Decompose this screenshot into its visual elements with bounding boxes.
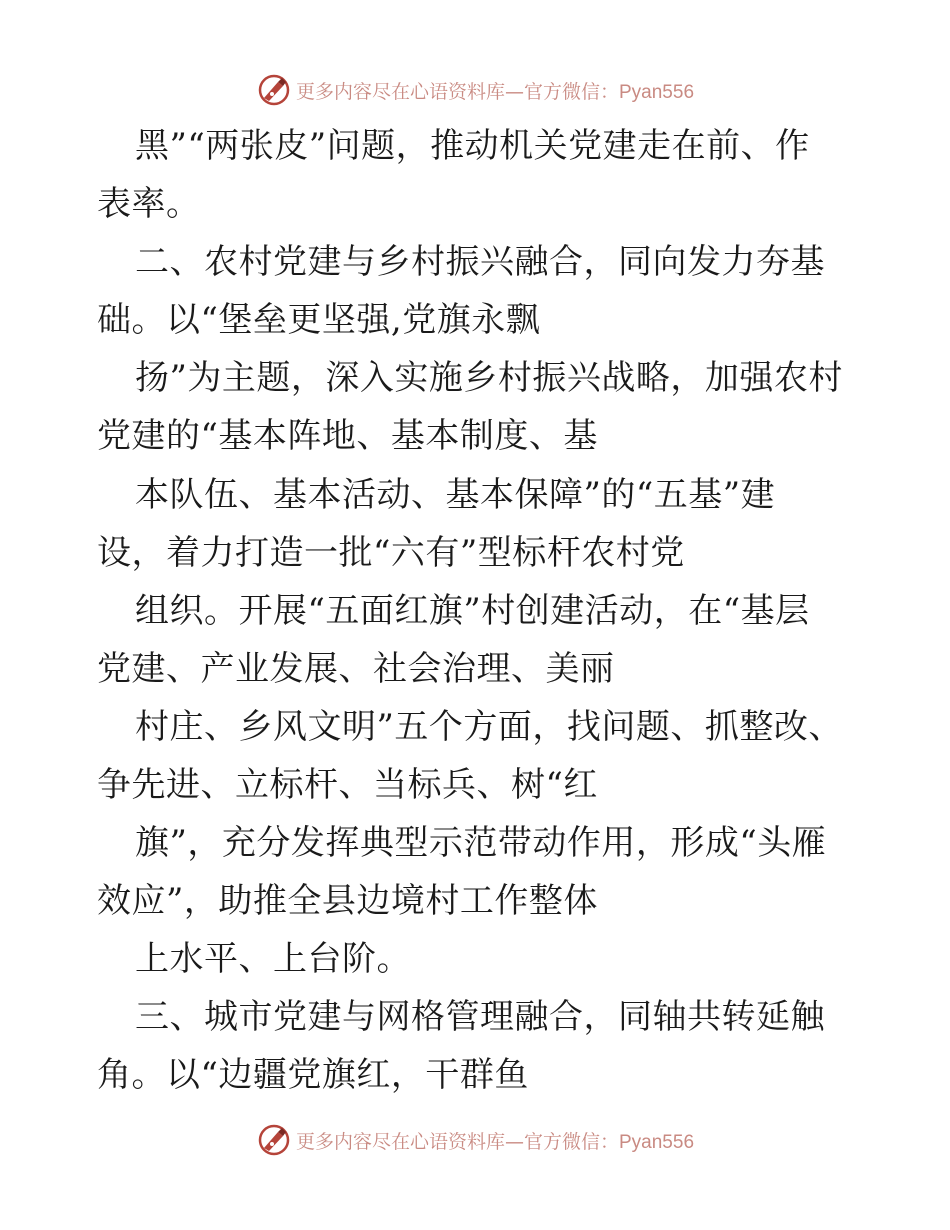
body-line: 争先进、立标杆、当标兵、树“红 [97,765,598,805]
body-line: 黑”“两张皮”问题，推动机关党建走在前、作 [135,126,810,166]
watermark-id: Pyan556 [619,81,695,103]
body-line: 效应”，助推全县边境村工作整体 [97,881,598,921]
body-line: 础。以“堡垒更坚强,党旗永飘 [97,300,541,340]
body-line: 村庄、乡风文明”五个方面，找问题、抓整改、 [135,707,843,747]
watermark-separator: — [504,1130,524,1153]
footer-watermark [0,1120,950,1160]
body-line: 旗”，充分发挥典型示范带动作用，形成“头雁 [135,823,827,863]
body-line: 二、农村党建与乡村振兴融合，同向发力夯基 [135,242,825,282]
watermark-id: Pyan556 [619,1131,695,1153]
body-line: 设，着力打造一批“六有”型标杆农村党 [97,533,685,573]
body-line: 组织。开展“五面红旗”村创建活动，在“基层 [135,591,810,631]
body-line: 角。以“边疆党旗红，干群鱼 [97,1055,529,1095]
body-line: 表率。 [97,184,201,224]
body-line: 三、城市党建与网格管理融合，同轴共转延触 [135,997,825,1037]
body-line: 上水平、上台阶。 [135,939,411,979]
watermark-suffix: 官方微信： [523,1130,619,1153]
watermark-title: 更多内容尽在心语资料库 [295,80,505,103]
body-line: 扬”为主题，深入实施乡村振兴战略，加强农村 [135,358,843,398]
pen-nib-logo-icon [256,1122,292,1158]
body-line: 本队伍、基本活动、基本保障”的“五基”建 [135,475,776,515]
watermark-text [296,1127,694,1154]
watermark-separator: — [504,80,524,103]
watermark-suffix: 官方微信： [523,80,619,103]
body-line: 党建、产业发展、社会治理、美丽 [97,649,615,689]
body-line: 党建的“基本阵地、基本制度、基 [97,416,598,456]
watermark-title: 更多内容尽在心语资料库 [295,1130,505,1153]
